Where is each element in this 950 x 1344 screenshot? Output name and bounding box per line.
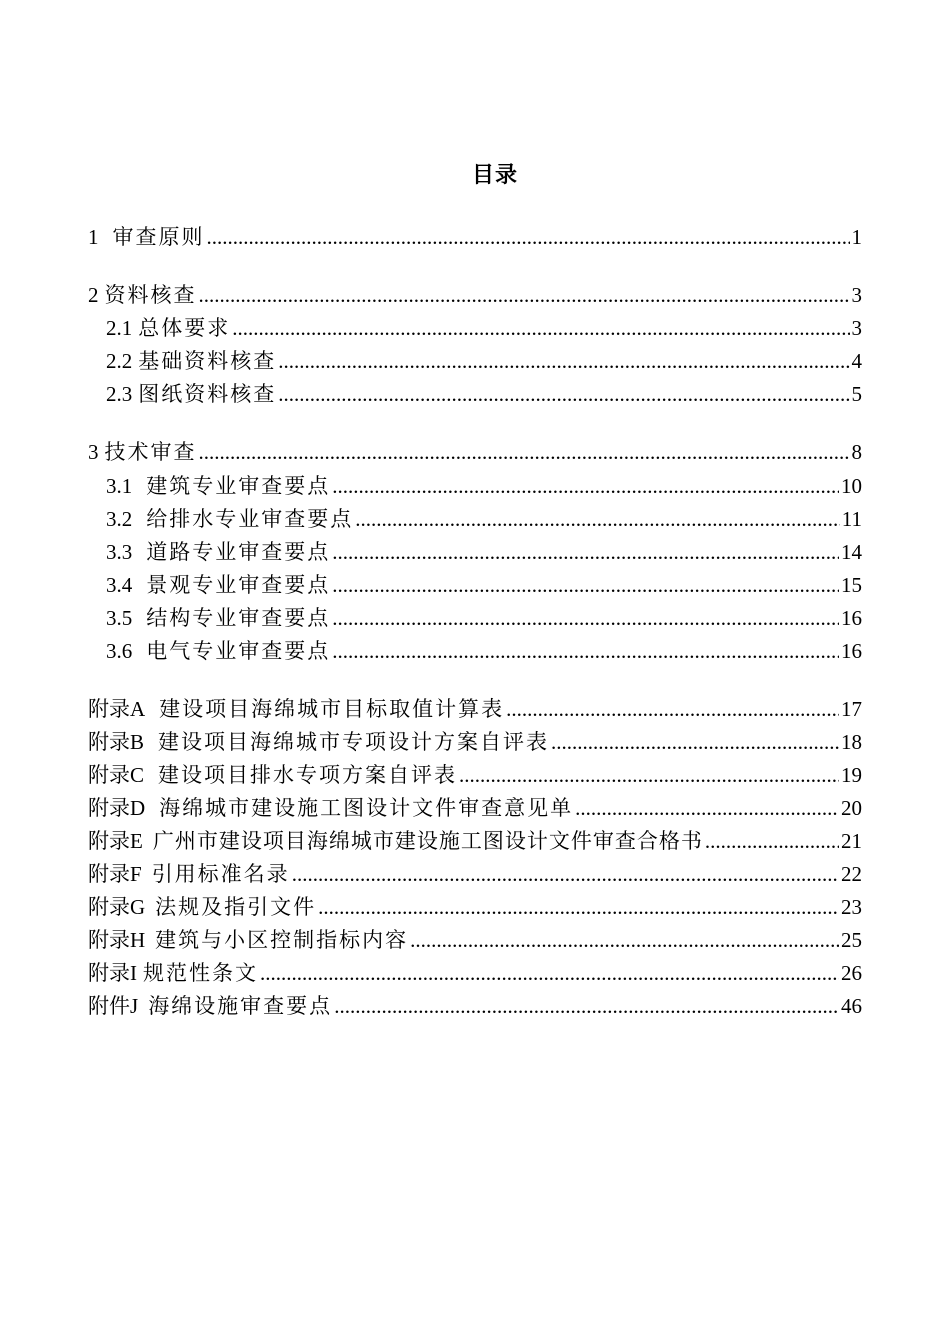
toc-entry[interactable]: [106, 504, 862, 534]
toc-entry-number: 2: [88, 283, 99, 307]
toc-entry-number: 3.4: [106, 573, 133, 597]
toc-entry[interactable]: [106, 471, 862, 501]
toc-entry-page: 15: [841, 573, 862, 597]
toc-entry-label: 给排水专业审查要点: [146, 507, 354, 531]
toc-entry-page: 16: [841, 606, 862, 630]
toc-dot-leader: [410, 925, 839, 955]
toc-entry[interactable]: [106, 570, 862, 600]
toc-dot-leader: [575, 793, 839, 823]
toc-entry-page: 4: [851, 349, 862, 373]
toc-entry-page: 14: [841, 540, 862, 564]
toc-entry-page: 3: [851, 316, 862, 340]
toc-dot-leader: [332, 537, 839, 567]
toc-entry-page: 22: [841, 862, 862, 886]
toc-entry-label: 建设项目海绵城市目标取值计算表: [159, 697, 505, 721]
toc-entry-number: 附录C: [88, 763, 145, 787]
toc-entry[interactable]: [88, 925, 862, 955]
toc-dot-leader: [459, 760, 839, 790]
toc-entry-number: 3.6: [106, 639, 133, 663]
toc-dot-leader: [318, 892, 839, 922]
toc-entry-number: 附录D: [88, 796, 146, 820]
toc-entry-page: 19: [841, 763, 862, 787]
toc-entry-number: 3.3: [106, 540, 133, 564]
toc-entry[interactable]: [106, 537, 862, 567]
toc-entry-number: 附录E: [88, 829, 143, 853]
toc-entry-number: 2.1: [106, 316, 133, 340]
toc-entry-label: 电气专业审查要点: [146, 639, 331, 663]
toc-entry-page: 25: [841, 928, 862, 952]
toc-dot-leader: [332, 570, 839, 600]
toc-entry-label: 景观专业审查要点: [146, 573, 331, 597]
toc-dot-leader: [207, 222, 850, 252]
toc-entry-number: 附录G: [88, 895, 146, 919]
toc-dot-leader: [278, 379, 849, 409]
toc-entry-number: 3.5: [106, 606, 133, 630]
toc-entry-number: 3.2: [106, 507, 133, 531]
toc-entry[interactable]: [88, 694, 862, 724]
toc-dot-leader: [292, 859, 839, 889]
toc-entry[interactable]: [106, 346, 862, 376]
toc-entry-page: 21: [841, 829, 862, 853]
toc-entry[interactable]: [106, 379, 862, 409]
toc-entry[interactable]: [88, 760, 862, 790]
toc-entry[interactable]: [106, 636, 862, 666]
toc-dot-leader: [332, 471, 839, 501]
toc-entry-label: 总体要求: [138, 316, 231, 340]
toc-entry-label: 广州市建设项目海绵城市建设施工图设计文件审查合格书: [152, 829, 703, 853]
toc-entry[interactable]: [88, 958, 862, 988]
toc-entry-number: 附件J: [88, 994, 139, 1018]
toc-entry-number: 附录H: [88, 928, 146, 952]
toc-entry-number: 附录B: [88, 730, 145, 754]
toc-dot-leader: [334, 991, 839, 1021]
toc-entry[interactable]: [106, 313, 862, 343]
toc-entry-label: 规范性条文: [143, 961, 258, 985]
toc-entry-label: 海绵城市建设施工图设计文件审查意见单: [159, 796, 574, 820]
toc-entry-page: 46: [841, 994, 862, 1018]
toc-entry[interactable]: [88, 991, 862, 1021]
toc-dot-leader: [199, 280, 850, 310]
toc-entry[interactable]: [88, 727, 862, 757]
toc-entry[interactable]: [88, 892, 862, 922]
toc-dot-leader: [332, 603, 839, 633]
toc-dot-leader: [705, 826, 839, 856]
toc-entry-number: 2.2: [106, 349, 133, 373]
toc-entry-page: 23: [841, 895, 862, 919]
toc-entry-label: 海绵设施审查要点: [148, 994, 333, 1018]
toc-entry-page: 10: [841, 474, 862, 498]
toc-entry-label: 建设项目排水专项方案自评表: [158, 763, 458, 787]
page-title: 目录: [471, 162, 518, 187]
toc-entry-label: 道路专业审查要点: [146, 540, 331, 564]
toc-entry[interactable]: [106, 603, 862, 633]
toc-dot-leader: [199, 437, 850, 467]
toc-entry-page: 5: [851, 382, 862, 406]
toc-entry-page: 26: [841, 961, 862, 985]
toc-entry-label: 建设项目海绵城市专项设计方案自评表: [158, 730, 550, 754]
toc-entry-page: 11: [841, 507, 862, 531]
toc-entry-number: 附录I: [88, 961, 137, 985]
toc-entry-page: 1: [851, 225, 862, 249]
toc-entry-label: 图纸资料核查: [138, 382, 277, 406]
toc-entry-number: 3.1: [106, 474, 133, 498]
toc-entry-label: 技术审查: [104, 440, 197, 464]
toc-entry-page: 17: [841, 697, 862, 721]
toc-dot-leader: [506, 694, 839, 724]
toc-entry-page: 8: [851, 440, 862, 464]
toc-entry-label: 引用标准名录: [151, 862, 290, 886]
toc-entry-label: 资料核查: [104, 283, 197, 307]
toc-entry-page: 20: [841, 796, 862, 820]
toc-entry-label: 建筑与小区控制指标内容: [155, 928, 409, 952]
toc-entry[interactable]: [88, 222, 862, 252]
toc-entry[interactable]: [88, 826, 862, 856]
toc-dot-leader: [355, 504, 840, 534]
toc-entry-page: 3: [851, 283, 862, 307]
toc-entry-page: 16: [841, 639, 862, 663]
toc-entry-number: 附录A: [88, 697, 146, 721]
toc-entry[interactable]: [88, 793, 862, 823]
toc-entry-label: 建筑专业审查要点: [146, 474, 331, 498]
toc-entry[interactable]: [88, 280, 862, 310]
toc-entry-number: 2.3: [106, 382, 133, 406]
toc-entry-label: 审查原则: [112, 225, 205, 249]
toc-dot-leader: [232, 313, 849, 343]
toc-entry-number: 3: [88, 440, 99, 464]
toc-entry-number: 1: [88, 225, 99, 249]
toc-dot-leader: [551, 727, 839, 757]
toc-entry-label: 结构专业审查要点: [146, 606, 331, 630]
toc-entry[interactable]: [88, 859, 862, 889]
toc-entry-label: 基础资料核查: [138, 349, 277, 373]
toc-entry-number: 附录F: [88, 862, 142, 886]
toc-dot-leader: [332, 636, 839, 666]
toc-entry-label: 法规及指引文件: [155, 895, 317, 919]
toc-dot-leader: [278, 346, 849, 376]
toc-entry-page: 18: [841, 730, 862, 754]
toc-entry[interactable]: [88, 437, 862, 467]
toc-dot-leader: [260, 958, 839, 988]
